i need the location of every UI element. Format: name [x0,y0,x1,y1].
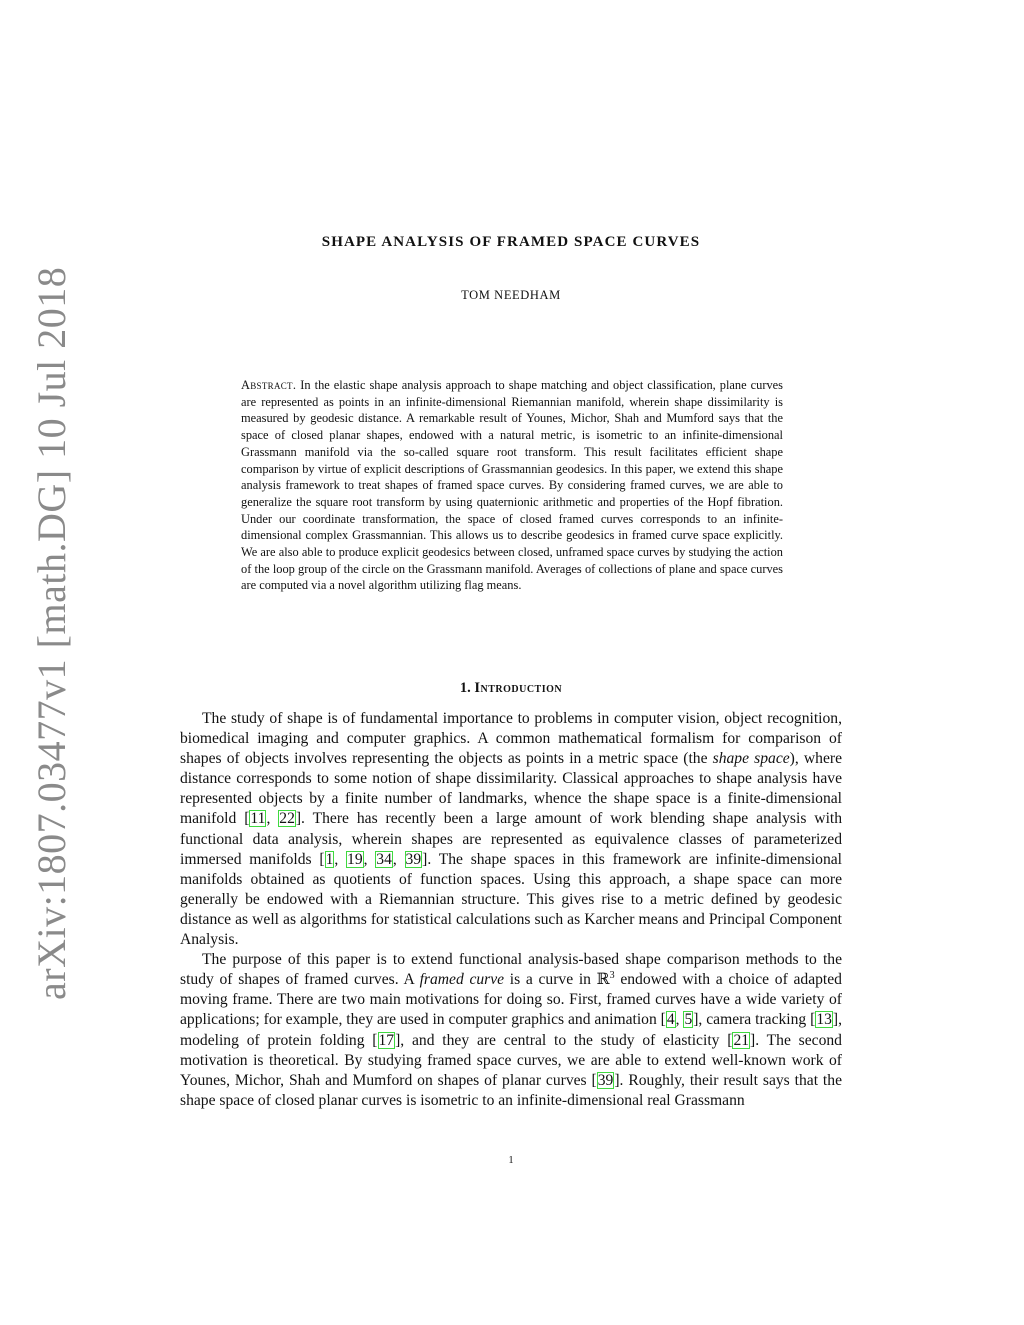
citation-link[interactable]: 4 [666,1011,675,1029]
text-span: ], and they are central to the study of elasticity [ [395,1031,733,1049]
emphasis-framed-curve: framed curve [419,971,505,989]
abstract-label: Abstract. [241,378,297,392]
citation-link[interactable]: 5 [684,1011,693,1029]
text-span: ], camera tracking [ [693,1011,816,1029]
abstract-text: In the elastic shape analysis approach to shape matching and object classification, plane curves are represented as points in an infinite-dimensional Riemannian manifold, wherein shape dissimilarity is measured by geodesic distance. A remarkable result of Younes, Michor, Shah and Mumford says that the space of closed planar shapes, endowed with a natural metric, is isometric to an infinite-dimensional Grassmann manifold via the so-called square root transform. This result facilitates efficient shape comparison by virtue of explicit descriptions of Grassmannian geodesics. In this paper, we extend this shape analysis framework to treat shapes of framed space curves. By considering framed curves, we are able to generalize the square root transform by using quaternionic arithmetic and properties of the Hopf fibration. Under our coordinate transformation, the space of closed framed curves corresponds to an infinite-dimensional complex Grassmannian. This allows us to describe geodesics in framed curve space explicitly. We are also able to produce explicit geodesics between closed, unframed space curves by studying the action of the loop group of the circle on the Grassmann manifold. Averages of collections of plane and space curves are computed via a novel algorithm utilizing flag means. [241,378,783,593]
text-span: ]. There has recently been a large amount of work blending shape analysis with functional data analysis, wherein shapes are represented as equivalence classes of parameterized immersed manifolds [ [180,810,843,868]
arxiv-identifier-stamp: arXiv:1807.03477v1 [math.DG] 10 Jul 2018 [29,266,74,1000]
separator: , [266,810,279,828]
text-span: ), where distance corresponds to some notion of shape dissimilarity. Classical approaches to shape analysis have represented objects by a finite number of landmarks, whence the shape space is a finite-dimensional manifold [ [180,750,842,828]
citation-link[interactable]: 22 [279,810,295,828]
separator: , [363,850,376,868]
citation-link[interactable]: 13 [816,1011,832,1029]
emphasis-shape-space: shape space [712,750,790,768]
text-span: ], modeling of protein folding [ [180,1011,842,1049]
separator: , [675,1011,684,1029]
section-title: Introduction [474,680,563,696]
citation-link[interactable]: 39 [405,850,422,868]
text-span: is a curve in ℝ [504,971,610,989]
citation-link[interactable]: 21 [733,1031,750,1049]
section-number: 1. [459,680,471,696]
text-span: ]. The second motivation is theoretical. By studying framed space curves, we are able to extend well-known work of Younes, Michor, Shah and Mumford on shapes of planar curves [ [180,1031,842,1089]
text-span: ]. Roughly, their result says that the shape space of closed planar curves is isometric to an infinite-dimensional real Grassmann [180,1071,842,1109]
main-body [180,709,842,1111]
citation-link[interactable]: 1 [325,850,334,868]
citation-link[interactable]: 19 [347,850,363,868]
citation-link[interactable]: 11 [250,810,266,828]
text-span: ]. The shape spaces in this framework are infinite-dimensional manifolds obtained as quotients of function spaces. Using this approach, a shape space can more generally be endowed with a Riemannian structure. This gives rise to a metric defined by geodesic distance as well as algorithms for statistical calculations such as Karcher means and Principal Component Analysis. [180,850,842,949]
superscript: 3 [609,970,615,982]
text-span: endowed with a choice of adapted moving frame. There are two main motivations for doing so. First, framed curves have a wide variety of applications; for example, they are used in computer graphics and animation [ [180,971,842,1029]
author-name: TOM NEEDHAM [461,288,561,302]
citation-link[interactable]: 17 [378,1031,395,1049]
paper-title: SHAPE ANALYSIS OF FRAMED SPACE CURVES [321,234,701,250]
separator: , [334,850,347,868]
section-heading [180,680,842,697]
citation-link[interactable]: 34 [376,850,392,868]
citation-link[interactable]: 39 [597,1071,614,1089]
paragraph-1 [180,709,842,950]
text-span: The study of shape is of fundamental importance to problems in computer vision, object recognition, biomedical imaging and computer graphics. A common mathematical formalism for comparison of shapes of objects involves representing the objects as points in a metric space (the [180,710,842,768]
paragraph-2 [180,950,842,1111]
page-number: 1 [508,1155,514,1166]
text-span: The purpose of this paper is to extend functional analysis-based shape comparison methods to the study of shapes of framed curves. A [180,951,842,989]
separator: , [392,850,405,868]
abstract [241,377,783,594]
